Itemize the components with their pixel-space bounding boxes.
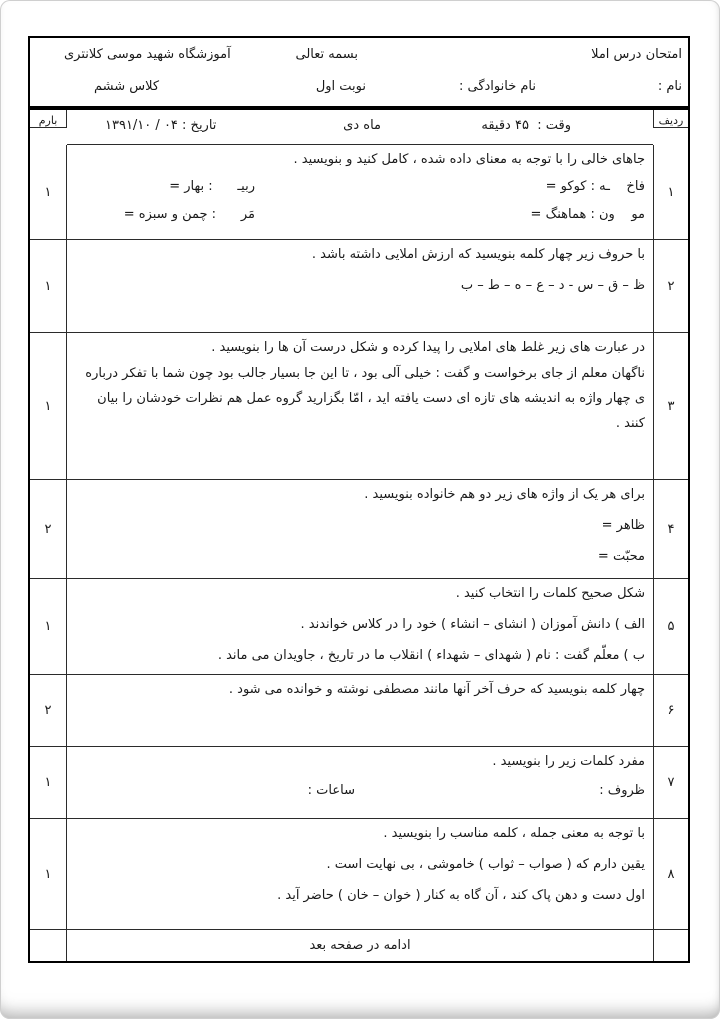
- question-row-3: [67, 333, 653, 480]
- question-prompt: با حروف زیر چهار کلمه بنویسید که ارزش املایی داشته باشد .: [311, 247, 645, 262]
- basmala-text: بسمه تعالی: [295, 47, 358, 62]
- exam-document: [28, 36, 690, 963]
- exam-date: تاریخ : ۰۴ / ۱۳۹۱/۱۰: [105, 118, 217, 133]
- info-row: [67, 110, 653, 145]
- continued-note: ادامه در صفحه بعد: [309, 938, 411, 953]
- question-row-1: [67, 145, 653, 240]
- sentence-item: اول دست و دهن پاک کند ، آن گاه به کنار ( خوان – خان ) حاضر آید .: [277, 888, 645, 904]
- blank-item: ربیـ : بهار =: [169, 179, 255, 195]
- question-row-5: [67, 579, 653, 675]
- blank-item: مو ون : هماهنگ =: [530, 207, 645, 223]
- word-item: ساعات :: [307, 783, 355, 799]
- singular-items: [75, 783, 645, 798]
- dictation-passage: ناگهان معلم از جای برخواست و گفت : خیلی آلی بود ، تا این جا بسیار جالب بود چون شما با تفکر درباره ی چهار واژه به اندیشه های تازه ای دست یافته اید ، امّا بگزارید گروه عمل هم نظرات خودشان را بیان کنند .: [85, 366, 645, 431]
- question-mark: ۱: [30, 747, 67, 819]
- blank-item: فاخ ـه : کوکو =: [545, 179, 645, 195]
- question-mark: ۱: [30, 240, 67, 333]
- question-row-7: [67, 747, 653, 819]
- exam-title: امتحان درس املا: [591, 47, 682, 62]
- question-number: ۴: [653, 480, 688, 579]
- question-number: ۲: [653, 240, 688, 333]
- question-mark: ۱: [30, 333, 67, 480]
- time-allowed: وقت : ۴۵ دقیقه: [481, 118, 571, 133]
- question-row-4: [67, 480, 653, 579]
- name-label: نام :: [657, 79, 682, 94]
- barom-column-header: بارم: [30, 110, 67, 128]
- word-item: ظروف :: [599, 783, 645, 799]
- exam-header: [28, 36, 690, 108]
- question-mark: ۱: [30, 579, 67, 675]
- choice-item-a: الف ) دانش آموزان ( انشای – انشاء ) خود را در کلاس خواندند .: [300, 617, 645, 633]
- question-mark: ۱: [30, 819, 67, 930]
- family-name-label: نام خانوادگی :: [458, 79, 536, 94]
- school-name: آموزشگاه شهید موسی کلانتری: [64, 47, 231, 62]
- question-mark: ۲: [30, 675, 67, 747]
- word-item: محبّت =: [597, 549, 645, 565]
- question-prompt: در عبارت های زیر غلط های املایی را پیدا کرده و شکل درست آن ها را بنویسید .: [211, 340, 645, 355]
- question-row-2: [67, 240, 653, 333]
- question-row-8: [67, 819, 653, 930]
- footer-radif-cell: [653, 930, 688, 961]
- question-number: ۷: [653, 747, 688, 819]
- question-number: ۳: [653, 333, 688, 480]
- question-mark: ۱: [30, 145, 67, 240]
- question-prompt: با توجه به معنی جمله ، کلمه مناسب را بنویسید .: [383, 826, 645, 841]
- grade-label: کلاس ششم: [94, 79, 160, 94]
- fill-blank-items: [75, 179, 645, 222]
- question-number: ۱: [653, 145, 688, 240]
- question-prompt: مفرد کلمات زیر را بنویسید .: [492, 754, 645, 769]
- term-label: نوبت اول: [315, 79, 366, 94]
- exam-table: [28, 108, 690, 963]
- exam-month: ماه دی: [343, 118, 381, 133]
- question-row-6: [67, 675, 653, 747]
- question-prompt: شکل صحیح کلمات را انتخاب کنید .: [455, 586, 645, 601]
- letter-list: ظ – ق – س - د – ع – ه – ط – ب: [460, 278, 645, 294]
- choice-item-b: ب ) معلّم گفت : نام ( شهدای – شهداء ) انقلاب ما در تاریخ ، جاویدان می ماند .: [217, 648, 645, 664]
- radif-column-header: ردیف: [653, 110, 688, 128]
- word-item: ظاهر =: [601, 518, 645, 534]
- question-prompt: چهار کلمه بنویسید که حرف آخر آنها مانند مصطفی نوشته و خوانده می شود .: [228, 682, 645, 697]
- blank-item: مَر : چمن و سبزه =: [123, 207, 255, 223]
- question-number: ۶: [653, 675, 688, 747]
- sentence-item: یقین دارم که ( صواب – ثواب ) خاموشی ، بی نهایت است .: [326, 857, 645, 873]
- question-prompt: جاهای خالی را با توجه به معنای داده شده ، کامل کنید و بنویسید .: [293, 152, 645, 167]
- question-number: ۵: [653, 579, 688, 675]
- question-mark: ۲: [30, 480, 67, 579]
- question-prompt: برای هر یک از واژه های زیر دو هم خانواده بنویسید .: [364, 487, 645, 502]
- footer-barom-cell: [30, 930, 67, 961]
- question-number: ۸: [653, 819, 688, 930]
